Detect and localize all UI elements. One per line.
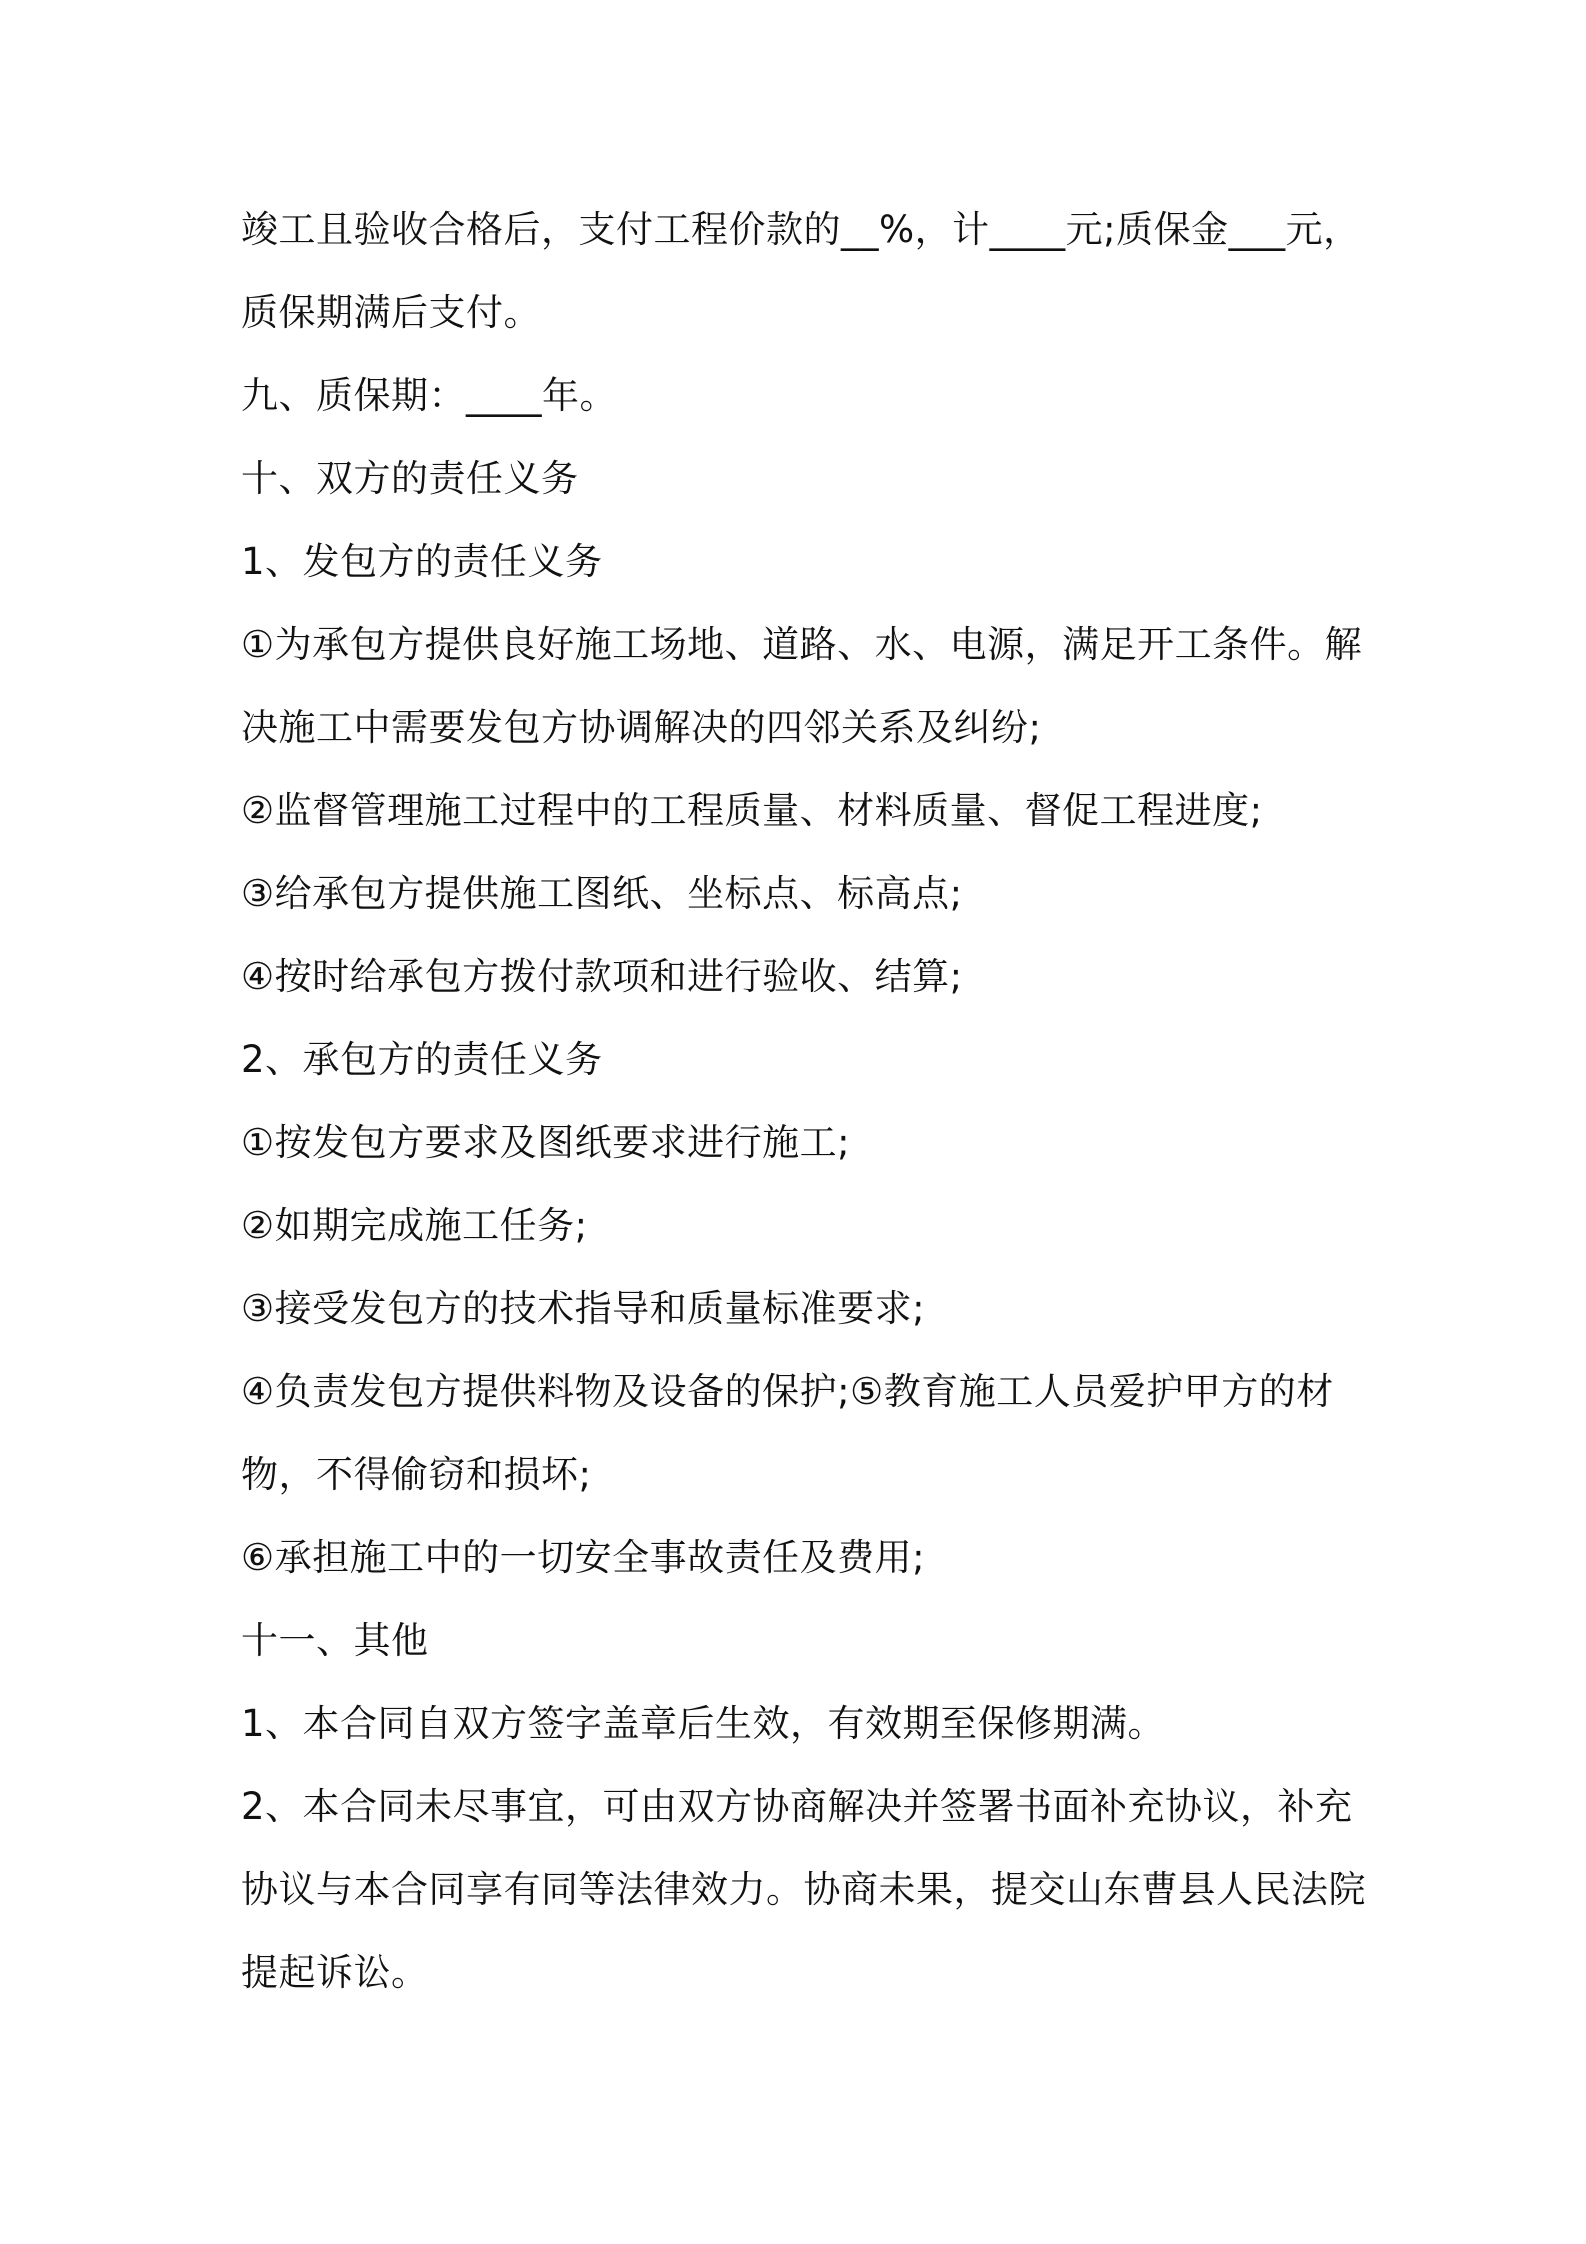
text-line: ①为承包方提供良好施工场地、道路、水、电源，满足开工条件。解 [241, 623, 1363, 666]
text-line: 竣工且验收合格后，支付工程价款的__%，计____元;质保金___元， [241, 208, 1361, 251]
subsection-heading: 2、承包方的责任义务 [241, 1038, 603, 1081]
document-body [241, 188, 1366, 2014]
text-line: ④按时给承包方拨付款项和进行验收、结算; [241, 955, 963, 998]
section-heading: 十一、其他 [241, 1619, 429, 1662]
text-line: 物，不得偷窃和损坏; [241, 1453, 592, 1496]
subsection-heading: 1、发包方的责任义务 [241, 540, 603, 583]
text-line: 质保期满后支付。 [241, 291, 541, 334]
text-line: ③给承包方提供施工图纸、坐标点、标高点; [241, 872, 963, 915]
section-heading: 九、质保期：____年。 [241, 374, 617, 417]
text-line: 决施工中需要发包方协调解决的四邻关系及纠纷; [241, 706, 1042, 749]
text-line: ②监督管理施工过程中的工程质量、材料质量、督促工程进度; [241, 789, 1263, 832]
section-heading: 十、双方的责任义务 [241, 457, 579, 500]
text-line: ②如期完成施工任务; [241, 1204, 588, 1247]
text-line: 协议与本合同享有同等法律效力。协商未果，提交山东曹县人民法院 [241, 1868, 1366, 1911]
text-line: 提起诉讼。 [241, 1951, 429, 1994]
text-line: 2、本合同未尽事宜，可由双方协商解决并签署书面补充协议，补充 [241, 1785, 1353, 1828]
text-line: ⑥承担施工中的一切安全事故责任及费用; [241, 1536, 926, 1579]
text-line: 1、本合同自双方签字盖章后生效，有效期至保修期满。 [241, 1702, 1166, 1745]
text-line: ③接受发包方的技术指导和质量标准要求; [241, 1287, 926, 1330]
text-line: ①按发包方要求及图纸要求进行施工; [241, 1121, 851, 1164]
text-line: ④负责发包方提供料物及设备的保护;⑤教育施工人员爱护甲方的材 [241, 1370, 1334, 1413]
